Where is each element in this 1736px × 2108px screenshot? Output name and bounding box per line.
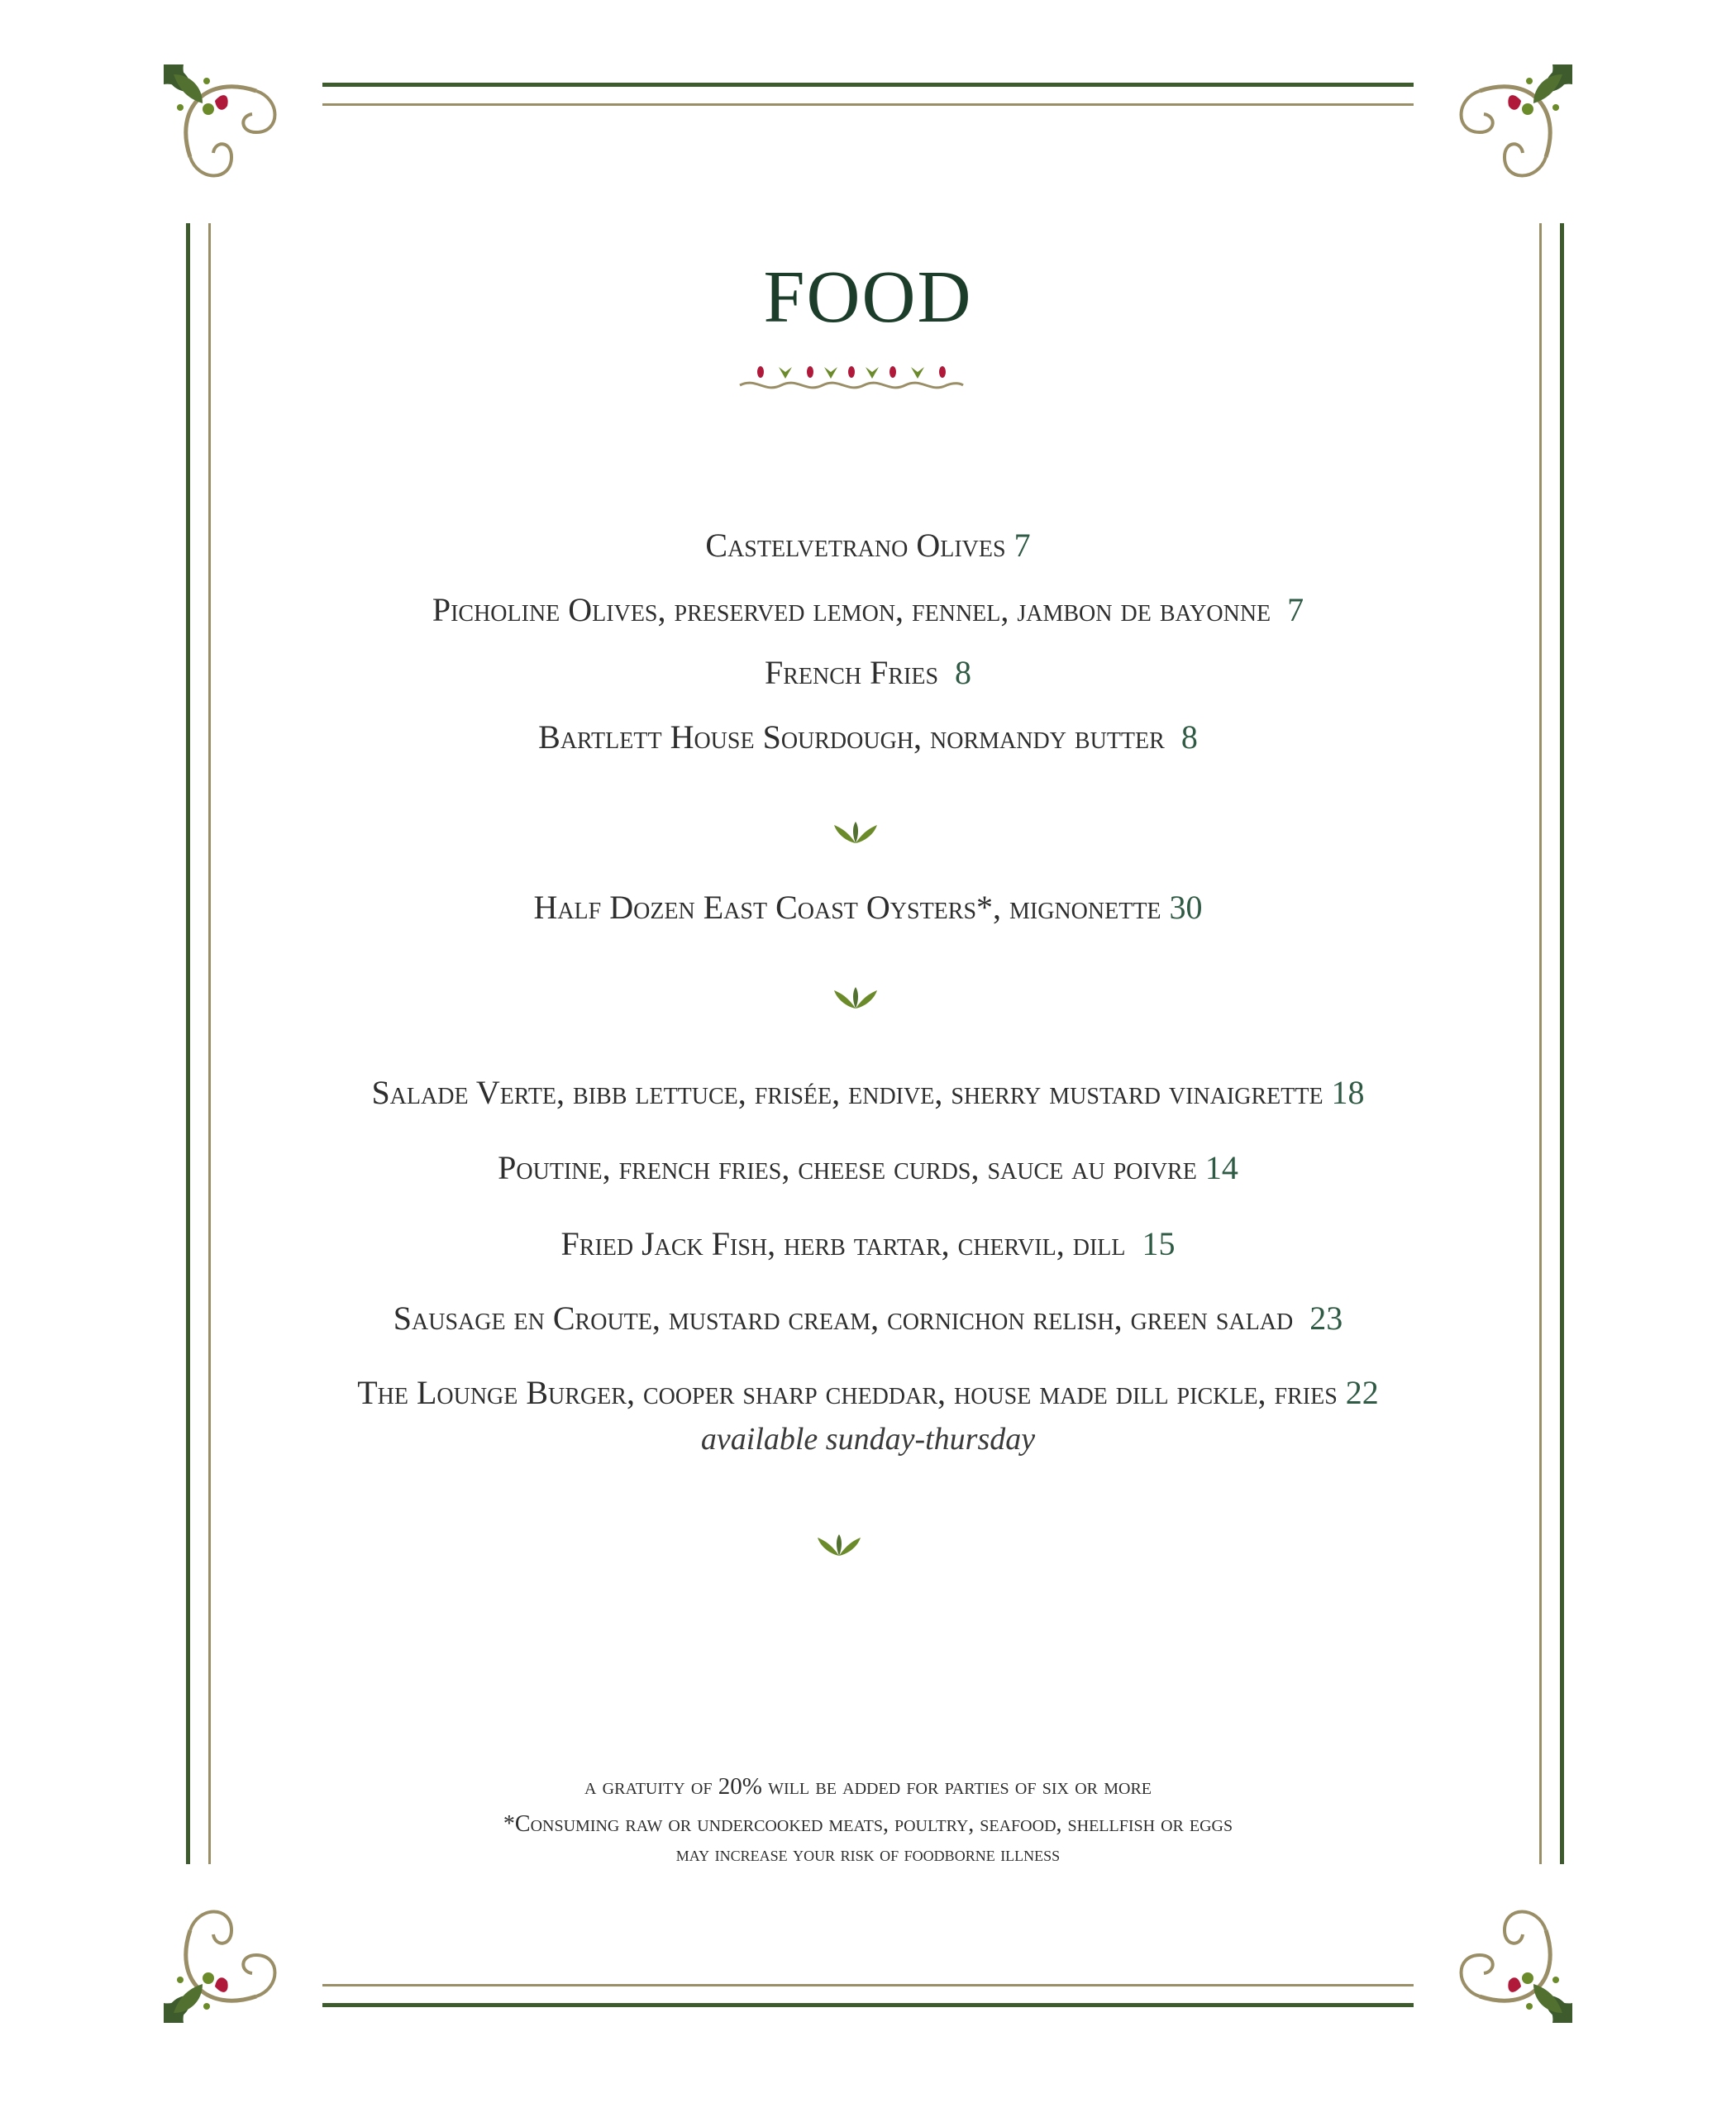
menu-item: Fried Jack Fish, herb tartar, chervil, dill 15	[560, 1225, 1176, 1262]
leaf-sprig-icon	[831, 984, 880, 1013]
menu-item: The Lounge Burger, cooper sharp cheddar, house made dill pickle, fries 22	[357, 1374, 1379, 1411]
menu-item: Castelvetrano Olives 7	[705, 527, 1031, 564]
page-title: FOOD	[763, 256, 973, 338]
menu-item: Bartlett House Sourdough, normandy butter 8	[538, 718, 1198, 756]
floral-scroll-corner-icon	[1414, 58, 1579, 223]
menu-item: French Fries 8	[764, 654, 972, 691]
menu-item: Poutine, french fries, cheese curds, sauce au poivre 14	[498, 1149, 1238, 1186]
menu-item-note: available sunday-thursday	[700, 1422, 1036, 1457]
menu-item: Sausage en Croute, mustard cream, cornichon relish, green salad 23	[393, 1300, 1343, 1337]
food-safety-warning: *Consuming raw or undercooked meats, poultry, seafood, shellfish or eggs	[503, 1811, 1233, 1837]
food-safety-warning-cont: may increase your risk of foodborne illness	[675, 1842, 1061, 1866]
gratuity-notice: a gratuity of 20% will be added for parties of six or more	[584, 1773, 1152, 1800]
floral-scroll-corner-icon	[157, 58, 322, 223]
fleur-vine-divider-icon	[736, 362, 967, 395]
floral-scroll-corner-icon	[157, 1864, 322, 2029]
leaf-sprig-icon	[814, 1531, 864, 1561]
floral-scroll-corner-icon	[1414, 1864, 1579, 2029]
menu-item: Picholine Olives, preserved lemon, fennel, jambon de bayonne 7	[432, 591, 1304, 628]
menu-item: Salade Verte, bibb lettuce, frisée, endive, sherry mustard vinaigrette 18	[371, 1074, 1365, 1111]
menu-item: Half Dozen East Coast Oysters*, mignonette 30	[533, 889, 1203, 926]
leaf-sprig-icon	[831, 818, 880, 848]
